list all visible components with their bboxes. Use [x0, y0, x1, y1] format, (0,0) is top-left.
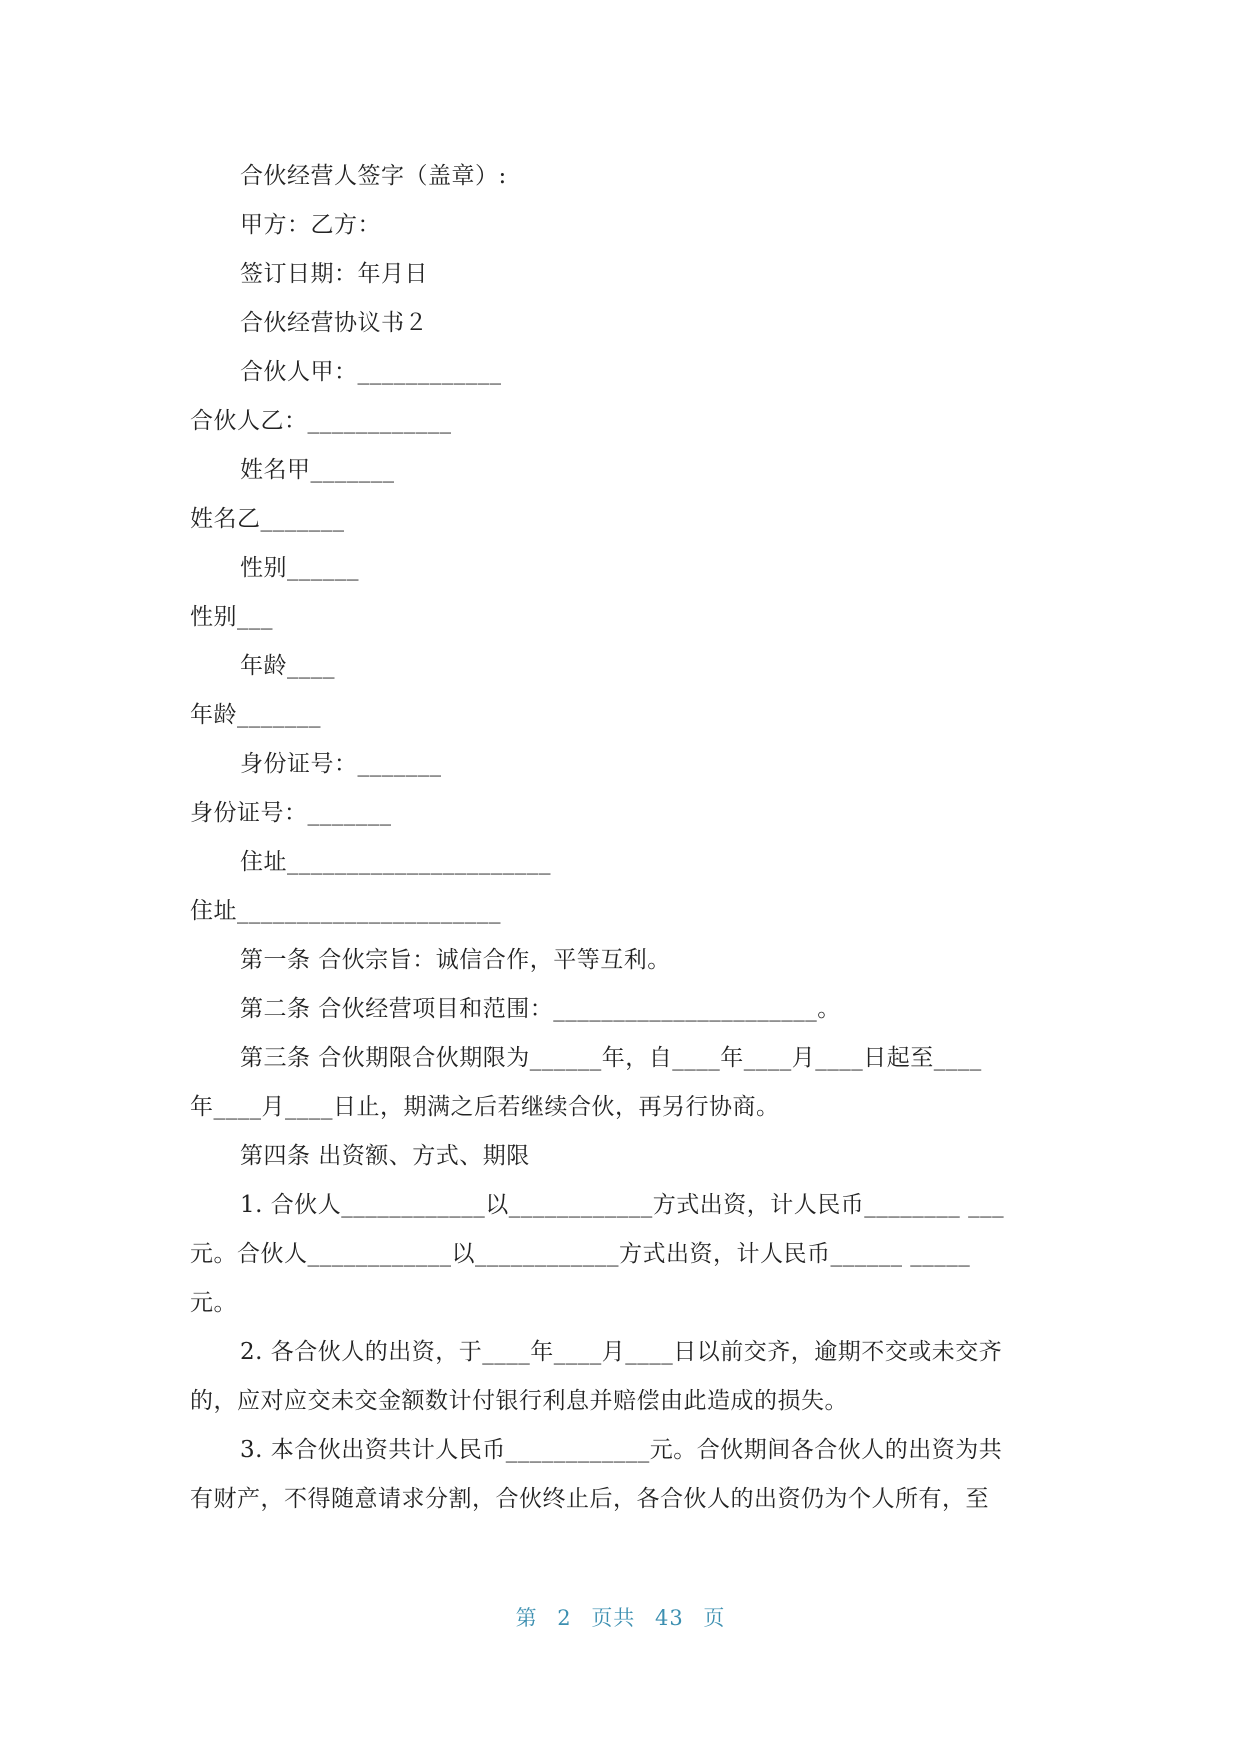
partner-a-line: 合伙人甲：____________	[240, 359, 502, 385]
article-1: 第一条 合伙宗旨：诚信合作，平等互利。	[240, 947, 671, 973]
item-1-row-3: 元。	[190, 1290, 237, 1316]
gender-a-line: 性别______	[240, 555, 359, 581]
address-b-line: 住址______________________	[190, 898, 501, 924]
article-3	[190, 1034, 1070, 1132]
article-3-row-2: 年____月____日止，期满之后若继续合伙，再另行协商。	[190, 1094, 780, 1120]
article-2: 第二条 合伙经营项目和范围：______________________。	[240, 996, 841, 1022]
footer-current-page: 2	[557, 1606, 572, 1630]
footer-middle: 页共	[591, 1606, 636, 1630]
document-body	[190, 152, 1070, 1524]
partner-b-line: 合伙人乙：____________	[190, 408, 452, 434]
article-4-item-3	[190, 1426, 1070, 1524]
sign-date-line: 签订日期：年月日	[240, 261, 428, 287]
footer-suffix: 页	[703, 1606, 726, 1630]
age-b-line: 年龄_______	[190, 702, 321, 728]
agreement-title: 合伙经营协议书２	[240, 310, 428, 336]
gender-b-line: 性别___	[190, 604, 273, 630]
id-a-line: 身份证号：_______	[240, 751, 442, 777]
item-1-row-1: 1. 合伙人____________以____________方式出资，计人民币________ ___	[240, 1192, 1005, 1218]
article-3-row-1: 第三条 合伙期限合伙期限为______年，自____年____月____日起至____	[240, 1045, 982, 1071]
name-a-line: 姓名甲_______	[240, 457, 395, 483]
item-3-row-1: 3. 本合伙出资共计人民币____________元。合伙期间各合伙人的出资为共	[240, 1437, 1003, 1463]
item-3-row-2: 有财产，不得随意请求分割，合伙终止后，各合伙人的出资仍为个人所有，至	[190, 1486, 989, 1512]
age-a-line: 年龄____	[240, 653, 335, 679]
address-a-line: 住址______________________	[240, 849, 551, 875]
item-1-row-2: 元。合伙人____________以____________方式出资，计人民币______ _____	[190, 1241, 971, 1267]
footer-prefix: 第	[515, 1606, 538, 1630]
id-b-line: 身份证号：_______	[190, 800, 392, 826]
item-2-row-1: 2. 各合伙人的出资，于____年____月____日以前交齐，逾期不交或未交齐	[240, 1339, 1003, 1365]
article-4-item-2	[190, 1328, 1070, 1426]
footer-total-pages: 43	[655, 1606, 684, 1630]
name-b-line: 姓名乙_______	[190, 506, 345, 532]
item-2-row-2: 的，应对应交未交金额数计付银行利息并赔偿由此造成的损失。	[190, 1388, 848, 1414]
article-4-title: 第四条 出资额、方式、期限	[240, 1143, 530, 1169]
party-line: 甲方：乙方：	[240, 212, 381, 238]
page-footer	[0, 1602, 1241, 1632]
signature-line: 合伙经营人签字（盖章）:	[240, 163, 507, 189]
article-4-item-1	[190, 1181, 1070, 1328]
